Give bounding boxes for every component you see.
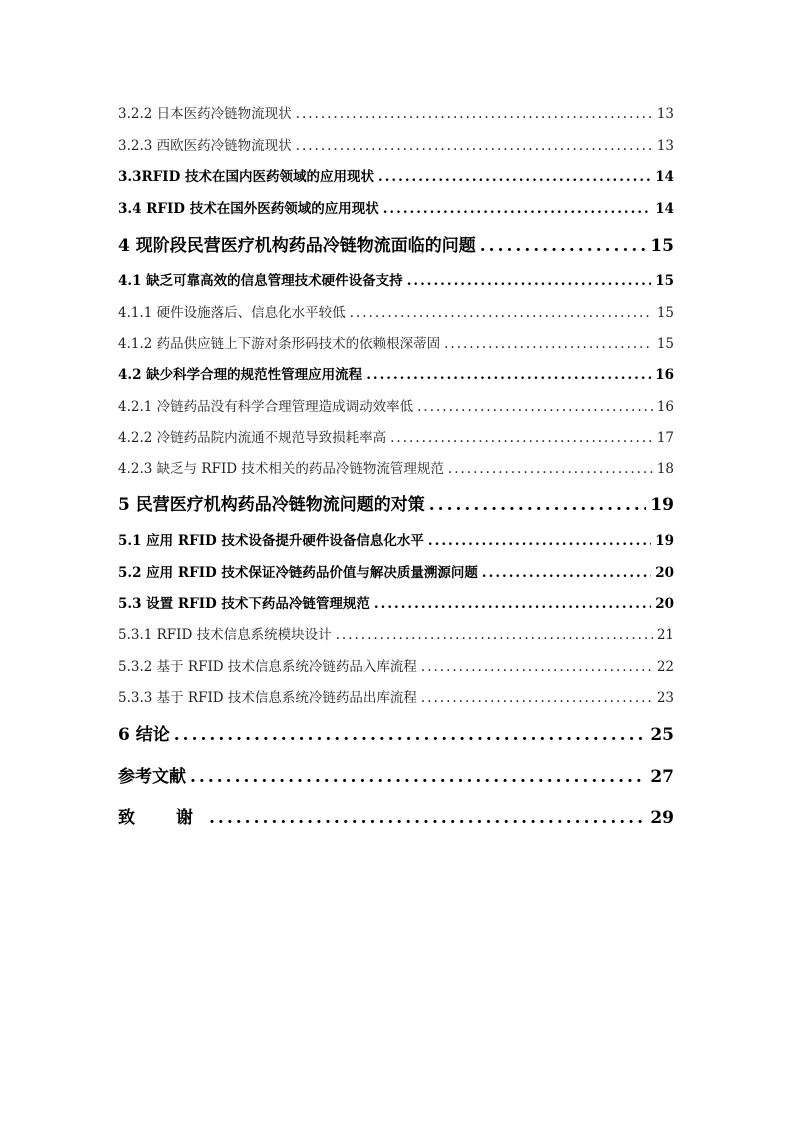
toc-entry-4-1-2[interactable] <box>118 332 674 352</box>
toc-page-number: 15 <box>656 305 674 321</box>
toc-entry-label: 3.2.3 西欧医药冷链物流现状 <box>118 138 292 154</box>
toc-page-number: 16 <box>655 367 674 383</box>
toc-dot-leader <box>190 767 646 787</box>
toc-dot-leader <box>421 690 653 706</box>
toc-entry-label: 6 结论 <box>118 725 170 745</box>
toc-entry-label: 5.2 应用 RFID 技术保证冷链药品价值与解决质量溯源问题 <box>118 565 478 581</box>
toc-entry-label: 3.2.2 日本医药冷链物流现状 <box>118 106 292 122</box>
toc-page-number: 27 <box>650 767 674 787</box>
toc-dot-leader <box>174 725 647 745</box>
toc-entry-label: 4 现阶段民营医疗机构药品冷链物流面临的问题 <box>118 236 476 256</box>
toc-entry-3-2-2[interactable] <box>118 102 674 122</box>
toc-entry-label: 3.4 RFID 技术在国外医药领域的应用现状 <box>118 201 379 217</box>
toc-dot-leader <box>366 367 651 383</box>
toc-entry-5-2[interactable] <box>118 561 674 581</box>
toc-entry-label: 5 民营医疗机构药品冷链物流问题的对策 <box>118 495 425 515</box>
toc-entry-4-2-3[interactable] <box>118 457 674 477</box>
toc-page-number: 13 <box>656 138 674 154</box>
toc-entry-4-1-1[interactable] <box>118 301 674 321</box>
toc-entry-acknowledgements[interactable] <box>118 803 674 828</box>
toc-entry-3-2-3[interactable] <box>118 134 674 154</box>
toc-dot-leader <box>383 201 651 217</box>
toc-page-number: 20 <box>655 565 674 581</box>
toc-page-number: 16 <box>656 399 674 415</box>
toc-entry-5-3-3[interactable] <box>118 686 674 706</box>
toc-entry-chapter-6[interactable] <box>118 720 674 745</box>
toc-entry-label: 4.1 缺乏可靠高效的信息管理技术硬件设备支持 <box>118 273 403 289</box>
toc-page-number: 23 <box>656 690 674 706</box>
toc-entry-label: 5.3.3 基于 RFID 技术信息系统冷链药品出库流程 <box>118 690 417 706</box>
toc-dot-leader <box>429 495 647 515</box>
toc-entry-label: 3.3RFID 技术在国内医药领域的应用现状 <box>118 169 375 185</box>
toc-entry-label: 4.2.2 冷链药品院内流通不规范导致损耗率高 <box>118 430 387 446</box>
toc-page-number: 22 <box>656 659 674 675</box>
toc-page-number: 29 <box>650 808 674 828</box>
toc-page-number: 21 <box>656 627 674 643</box>
toc-entry-5-3-1[interactable] <box>118 623 674 643</box>
toc-entry-4-1[interactable] <box>118 269 674 289</box>
toc-page-number: 15 <box>656 336 674 352</box>
toc-entry-label: 5.1 应用 RFID 技术设备提升硬件设备信息化水平 <box>118 533 424 549</box>
toc-entry-3-4[interactable] <box>118 197 674 217</box>
toc-dot-leader <box>374 596 651 612</box>
toc-page-number: 15 <box>655 273 674 289</box>
toc-dot-leader <box>482 565 651 581</box>
toc-dot-leader <box>296 106 653 122</box>
toc-page-number: 18 <box>656 461 674 477</box>
toc-page-number: 17 <box>656 430 674 446</box>
toc-entry-label: 4.1.1 硬件设施落后、信息化水平较低 <box>118 305 346 321</box>
toc-entry-label: 致 谢 <box>118 808 205 828</box>
toc-entry-label: 4.1.2 药品供应链上下游对条形码技术的依赖根深蒂固 <box>118 336 441 352</box>
toc-entry-5-1[interactable] <box>118 529 674 549</box>
toc-page-number: 19 <box>650 495 674 515</box>
toc-page-number: 13 <box>656 106 674 122</box>
toc-entry-chapter-4[interactable] <box>118 231 674 256</box>
toc-dot-leader <box>421 659 653 675</box>
toc-dot-leader <box>448 461 653 477</box>
toc-dot-leader <box>417 399 653 415</box>
toc-page-number: 14 <box>655 169 674 185</box>
toc-page-number: 14 <box>655 201 674 217</box>
toc-dot-leader <box>350 305 653 321</box>
toc-page-number: 15 <box>650 236 674 256</box>
toc-page-number: 19 <box>655 533 674 549</box>
toc-dot-leader <box>336 627 653 643</box>
toc-dot-leader <box>444 336 653 352</box>
toc-dot-leader <box>480 236 647 256</box>
toc-dot-leader <box>390 430 653 446</box>
toc-entry-label: 5.3.2 基于 RFID 技术信息系统冷链药品入库流程 <box>118 659 417 675</box>
toc-entry-label: 5.3 设置 RFID 技术下药品冷链管理规范 <box>118 596 370 612</box>
toc-entry-chapter-5[interactable] <box>118 490 674 515</box>
toc-dot-leader <box>428 533 651 549</box>
toc-entry-references[interactable] <box>118 762 674 787</box>
toc-dot-leader <box>209 808 646 828</box>
toc-entry-label: 4.2.3 缺乏与 RFID 技术相关的药品冷链物流管理规范 <box>118 461 444 477</box>
toc-entry-label: 5.3.1 RFID 技术信息系统模块设计 <box>118 627 332 643</box>
toc-entry-5-3[interactable] <box>118 592 674 612</box>
toc-page-number: 25 <box>650 725 674 745</box>
toc-entry-4-2-2[interactable] <box>118 426 674 446</box>
toc-entry-label: 4.2.1 冷链药品没有科学合理管理造成调动效率低 <box>118 399 414 415</box>
toc-entry-4-2-1[interactable] <box>118 395 674 415</box>
toc-dot-leader <box>407 273 652 289</box>
toc-entry-label: 4.2 缺少科学合理的规范性管理应用流程 <box>118 367 363 383</box>
toc-dot-leader <box>296 138 653 154</box>
toc-dot-leader <box>378 169 651 185</box>
toc-entry-3-3[interactable] <box>118 165 674 185</box>
toc-page-number: 20 <box>655 596 674 612</box>
toc-entry-5-3-2[interactable] <box>118 655 674 675</box>
toc-entry-4-2[interactable] <box>118 363 674 383</box>
toc-entry-label: 参考文献 <box>118 767 186 787</box>
